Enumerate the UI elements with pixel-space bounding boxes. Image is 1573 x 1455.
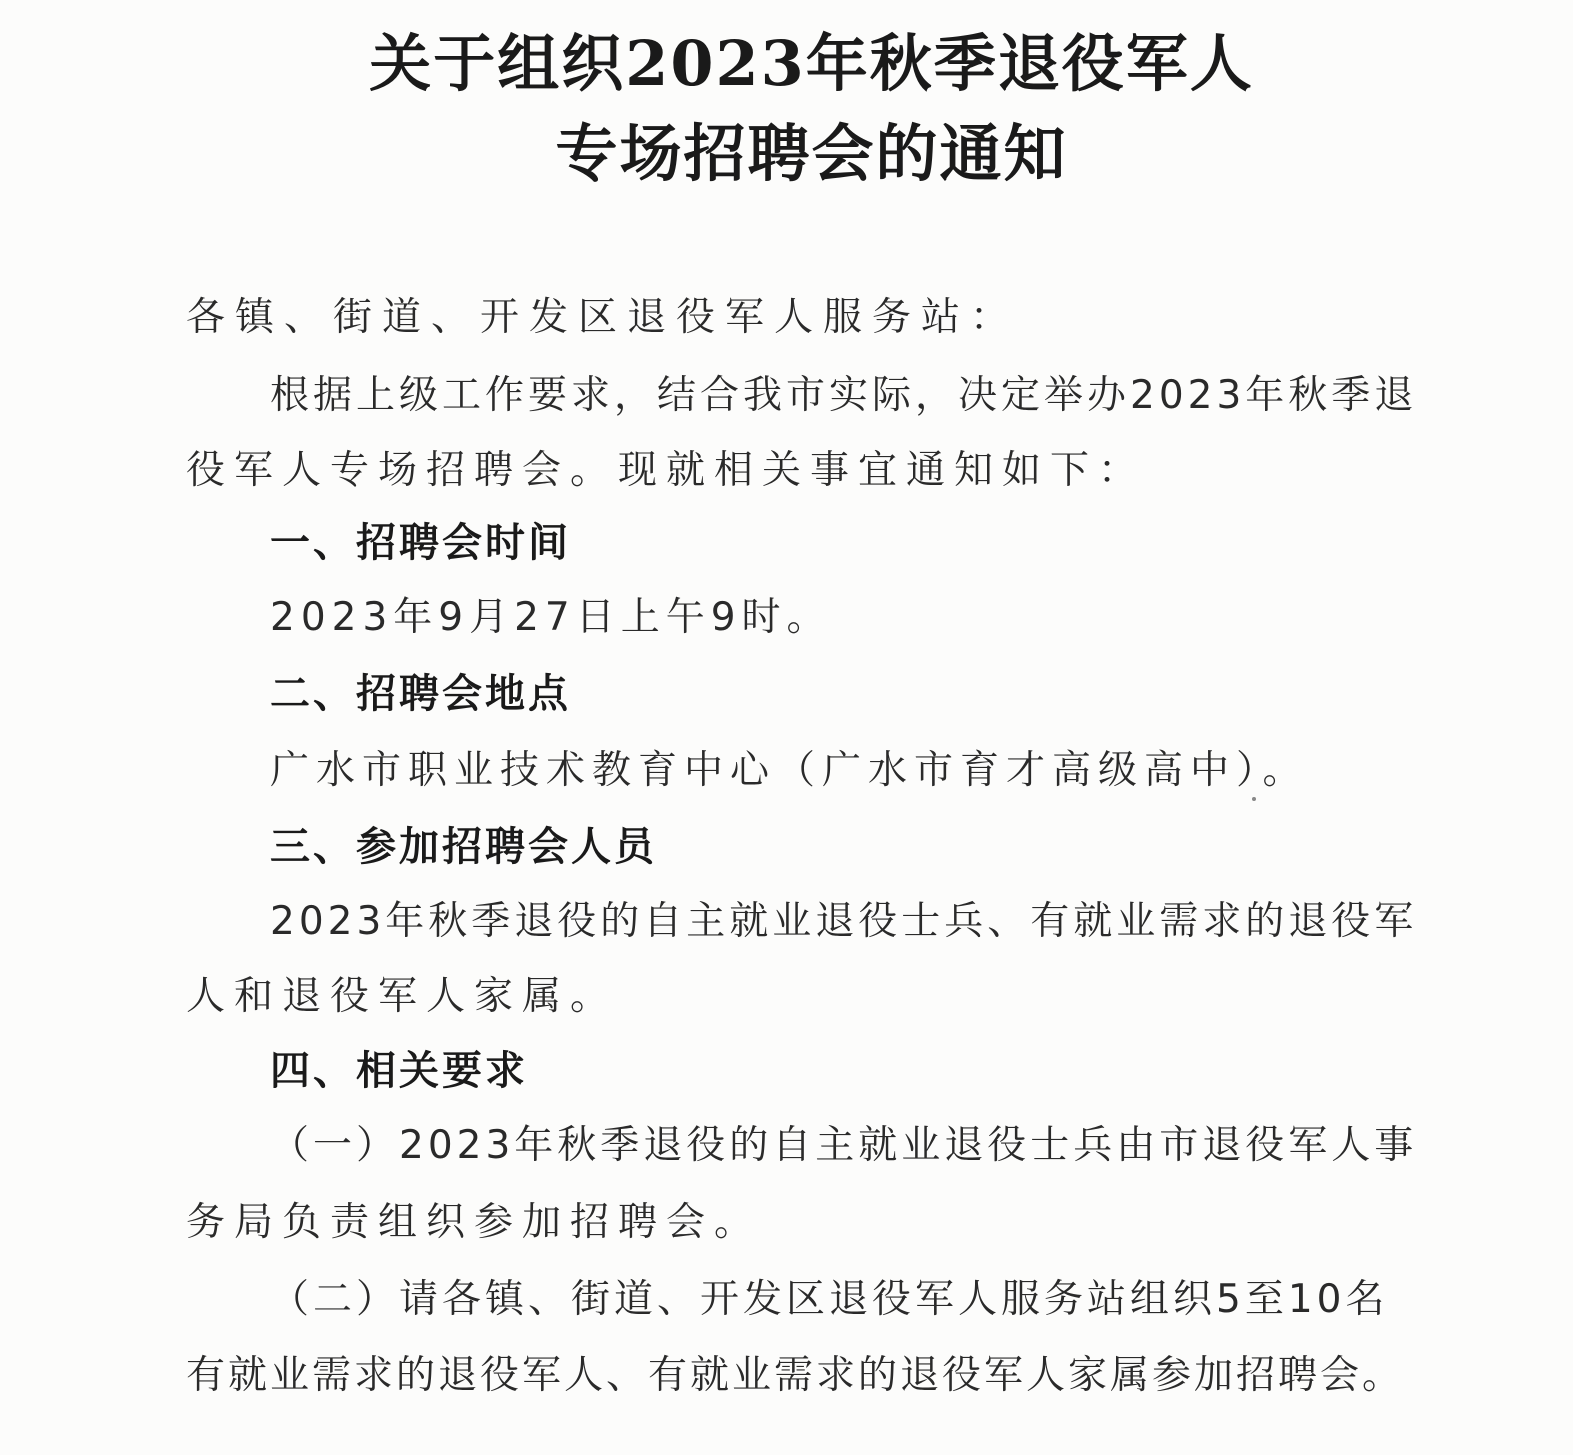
document-title-line-2: 专场招聘会的通知 [555, 117, 1068, 190]
section-heading-time: 一、招聘会时间 [270, 520, 571, 566]
section-heading-location: 二、招聘会地点 [270, 671, 571, 717]
requirement-1-line-2: 务局负责组织参加招聘会。 [186, 1200, 763, 1245]
requirement-1-line-1: （一）2023年秋季退役的自主就业退役士兵由市退役军人事 [270, 1123, 1418, 1168]
scan-speck [1252, 797, 1256, 801]
section-participants-line-2: 人和退役军人家属。 [186, 974, 619, 1019]
salutation: 各镇、街道、开发区退役军人服务站： [186, 295, 1020, 340]
intro-line-2: 役军人专场招聘会。现就相关事宜通知如下： [186, 448, 1147, 493]
section-heading-requirements: 四、相关要求 [270, 1048, 528, 1094]
requirement-2-line-2: 有就业需求的退役军人、有就业需求的退役军人家属参加招聘会。 [186, 1353, 1405, 1398]
intro-line-1: 根据上级工作要求，结合我市实际，决定举办2023年秋季退 [270, 373, 1418, 418]
document-title-line-1: 关于组织2023年秋季退役军人 [369, 27, 1254, 100]
section-heading-participants: 三、参加招聘会人员 [270, 824, 657, 870]
section-participants-line-1: 2023年秋季退役的自主就业退役士兵、有就业需求的退役军 [270, 899, 1418, 944]
section-location-text: 广水市职业技术教育中心（广水市育才高级高中）。 [270, 748, 1309, 793]
requirement-2-line-1: （二）请各镇、街道、开发区退役军人服务站组织5至10名 [270, 1277, 1389, 1322]
section-time-text: 2023年9月27日上午9时。 [270, 595, 832, 640]
